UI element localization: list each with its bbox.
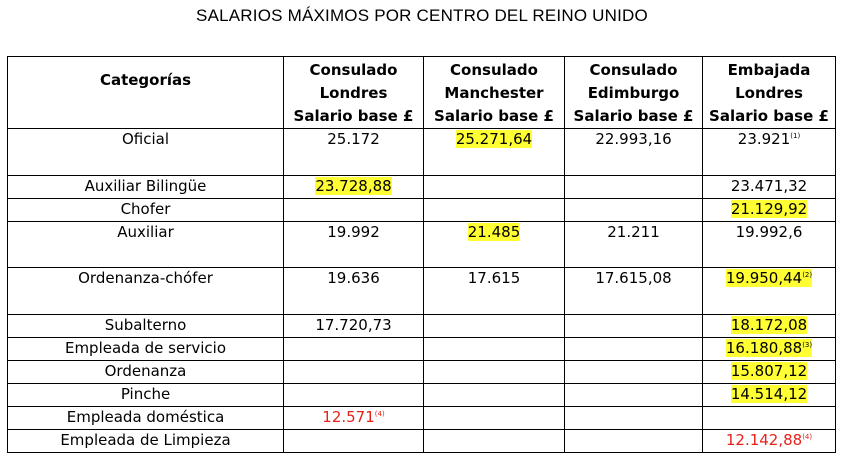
cell-consulado-londres: [284, 384, 424, 407]
cell-value-highlighted: [726, 339, 812, 357]
footnote-marker: (2): [802, 271, 813, 279]
cell-consulado-manchester: [424, 361, 565, 384]
cell-consulado-manchester: [424, 199, 565, 222]
header-line: Consulado: [450, 61, 538, 79]
header-consulado-manchester: [424, 57, 565, 129]
salary-table: [7, 56, 836, 453]
header-line: Consulado: [589, 61, 678, 79]
cell-consulado-manchester: [424, 315, 565, 338]
page-title: SALARIOS MÁXIMOS POR CENTRO DEL REINO UNIDO: [196, 6, 648, 25]
cell-embajada-londres: [703, 268, 836, 315]
cell-consulado-londres: [284, 268, 424, 315]
cell-embajada-londres: [703, 129, 836, 176]
table-row: [8, 407, 836, 430]
table-row: [8, 129, 836, 176]
cell-consulado-edimburgo: [565, 129, 703, 176]
cell-value: 25.172: [327, 130, 380, 148]
cell-value: 19.636: [327, 269, 380, 287]
cell-value: 19.950,44: [725, 269, 803, 287]
cell-consulado-manchester: [424, 268, 565, 315]
cell-consulado-londres: [284, 176, 424, 199]
row-category: Auxiliar Bilingüe: [8, 176, 284, 199]
cell-embajada-londres: [703, 430, 836, 453]
cell-value: 14.514,12: [730, 385, 808, 403]
cell-consulado-londres: [284, 361, 424, 384]
cell-consulado-manchester: [424, 222, 565, 268]
cell-value: 16.180,88: [725, 339, 803, 357]
cell-value: 17.615,08: [595, 269, 672, 287]
header-line: Edimburgo: [587, 84, 680, 102]
row-category: Auxiliar: [8, 222, 284, 268]
cell-consulado-londres: [284, 407, 424, 430]
cell-value: 12.142,88: [725, 431, 803, 449]
row-category: Ordenanza-chófer: [8, 268, 284, 315]
header-consulado-londres: [284, 57, 424, 129]
table-row: [8, 361, 836, 384]
row-category: Ordenanza: [8, 361, 284, 384]
cell-consulado-edimburgo: [565, 268, 703, 315]
cell-consulado-londres: [284, 129, 424, 176]
cell-consulado-manchester: [424, 129, 565, 176]
footnote-marker: (1): [790, 132, 801, 140]
cell-value: 19.992,6: [735, 223, 803, 241]
cell-consulado-edimburgo: [565, 361, 703, 384]
table-row: [8, 315, 836, 338]
cell-embajada-londres: [703, 222, 836, 268]
row-category: Empleada de servicio: [8, 338, 284, 361]
cell-consulado-edimburgo: [565, 199, 703, 222]
cell-value: 17.615: [467, 269, 521, 287]
header-line: Londres: [735, 84, 803, 102]
cell-value: 15.807,12: [730, 362, 808, 380]
table-row: [8, 338, 836, 361]
cell-consulado-londres: [284, 430, 424, 453]
cell-consulado-edimburgo: [565, 384, 703, 407]
cell-value: 12.571: [322, 408, 375, 426]
footnote-marker: (3): [802, 341, 813, 349]
cell-value: 23.471,32: [730, 177, 808, 195]
cell-consulado-londres: [284, 222, 424, 268]
cell-value: 19.992: [327, 223, 380, 241]
header-line: Manchester: [444, 84, 544, 102]
cell-embajada-londres: [703, 176, 836, 199]
cell-consulado-londres: [284, 315, 424, 338]
header-line: Salario base £: [293, 107, 414, 125]
header-line: Salario base £: [434, 107, 554, 125]
header-line: Consulado: [309, 61, 398, 79]
cell-consulado-manchester: [424, 384, 565, 407]
cell-value: 17.720,73: [315, 316, 392, 334]
row-category: Empleada doméstica: [8, 407, 284, 430]
cell-embajada-londres: [703, 407, 836, 430]
footnote-marker: (4): [802, 433, 813, 441]
row-category: Empleada de Limpieza: [8, 430, 284, 453]
cell-embajada-londres: [703, 199, 836, 222]
cell-value: 22.993,16: [595, 130, 672, 148]
cell-value: 21.485: [467, 223, 521, 241]
table-row: [8, 268, 836, 315]
cell-consulado-manchester: [424, 176, 565, 199]
cell-embajada-londres: [703, 338, 836, 361]
header-row: [8, 57, 836, 129]
table-row: [8, 430, 836, 453]
cell-consulado-edimburgo: [565, 315, 703, 338]
table-row: [8, 222, 836, 268]
cell-embajada-londres: [703, 384, 836, 407]
cell-consulado-edimburgo: [565, 338, 703, 361]
header-line: Salario base £: [573, 107, 694, 125]
cell-value: 25.271,64: [455, 130, 533, 148]
header-embajada-londres: [703, 57, 836, 129]
cell-value: 18.172,08: [730, 316, 808, 334]
row-category: Oficial: [8, 129, 284, 176]
header-line: Londres: [319, 84, 388, 102]
cell-consulado-edimburgo: [565, 407, 703, 430]
header-categorias: Categorías: [8, 57, 284, 129]
row-category: Pinche: [8, 384, 284, 407]
cell-consulado-londres: [284, 199, 424, 222]
cell-consulado-edimburgo: [565, 430, 703, 453]
cell-embajada-londres: [703, 361, 836, 384]
table-row: [8, 384, 836, 407]
cell-value-highlighted: [726, 269, 812, 287]
cell-consulado-londres: [284, 338, 424, 361]
cell-consulado-manchester: [424, 338, 565, 361]
cell-consulado-manchester: [424, 430, 565, 453]
cell-consulado-edimburgo: [565, 176, 703, 199]
header-line: Salario base £: [709, 107, 829, 125]
header-consulado-edimburgo: [565, 57, 703, 129]
cell-value: 23.921: [737, 130, 791, 148]
cell-value: 21.211: [607, 223, 660, 241]
cell-consulado-manchester: [424, 407, 565, 430]
footnote-marker: (4): [374, 410, 385, 418]
row-category: Subalterno: [8, 315, 284, 338]
row-category: Chofer: [8, 199, 284, 222]
cell-consulado-edimburgo: [565, 222, 703, 268]
table-row: [8, 176, 836, 199]
cell-embajada-londres: [703, 315, 836, 338]
header-line: Embajada: [727, 61, 811, 79]
table-row: [8, 199, 836, 222]
cell-value: 23.728,88: [315, 177, 392, 195]
cell-value: 21.129,92: [730, 200, 808, 218]
